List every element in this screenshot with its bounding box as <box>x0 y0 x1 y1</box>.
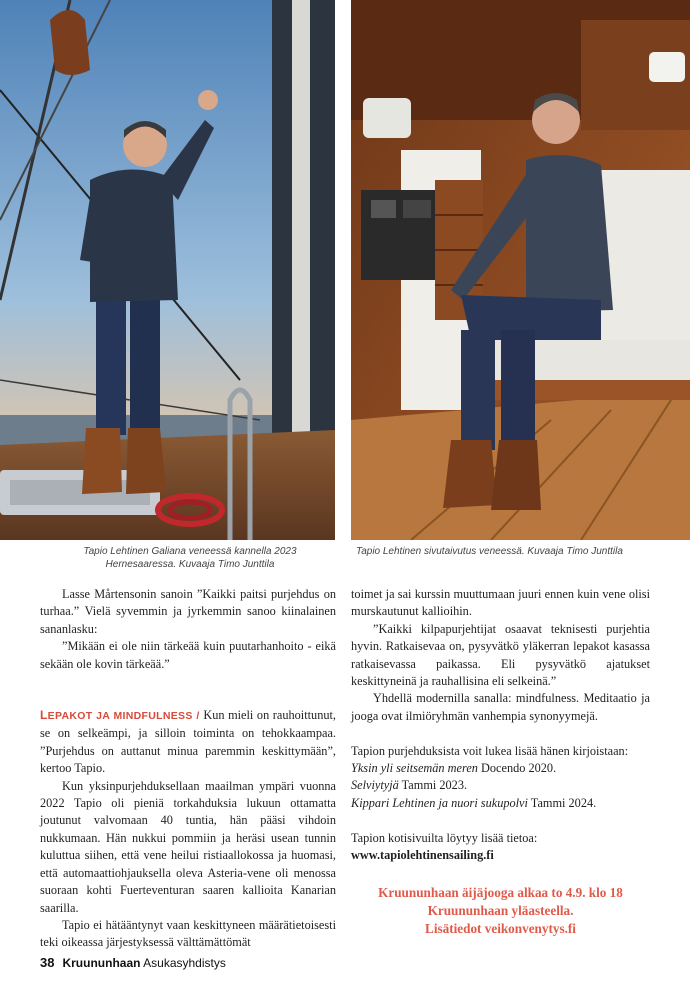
photo-man-on-deck <box>0 0 335 540</box>
caption-left-line1: Tapio Lehtinen Galiana veneessä kannella 2023 <box>83 546 297 557</box>
photo-caption-left <box>40 545 340 571</box>
publication-org: Asukasyhdistys <box>140 956 226 970</box>
section-heading: LEPAKOT JA MINDFULNESS / <box>40 708 204 723</box>
promo-line: Lisätiedot veikonvenytys.fi <box>425 920 576 936</box>
paragraph: ”Kaikki kilpapurjehtijat osaavat teknisesti purjehtia hyvin. Ratkaisevaa on, pysyvätkö yläkerran lepakot kasassa ratkaisevassa paikassa. Eli pysyvätkö ajatukset keskittyneinä ja rauhallisina eli selkeinä.” <box>351 621 650 689</box>
promo-line: Kruununhaan äijäjooga alkaa to 4.9. klo 18 <box>378 885 623 901</box>
site-link[interactable]: www.tapiolehtinensailing.fi <box>351 848 494 863</box>
caption-left-line2: Hernesaaressa. Kuvaaja Timo Junttila <box>105 559 275 570</box>
book-item: Selviytyjä Tammi 2023. <box>351 778 468 793</box>
book-item: Kippari Lehtinen ja nuori sukupolvi Tammi 2024. <box>351 795 597 810</box>
photo-caption-right: Tapio Lehtinen sivutaivutus veneessä. Kuvaaja Timo Junttila <box>356 546 623 557</box>
article-column-right <box>351 586 650 937</box>
paragraph: Tapio ei hätääntynyt vaan keskittyneen määrätietoisesti teki oikeassa järjestyksessä välttämättömät <box>40 917 336 950</box>
publication-name: Kruununhaan <box>62 956 141 970</box>
promo-block <box>351 884 650 937</box>
paragraph-text: Kun mieli on rauhoittunut, se on selkeämpi, ja silloin toiminta on tehokkaampaa. ”Purjehdus on auttanut minua paremmin keskittymään”, kertoo Tapio. <box>40 708 336 776</box>
paragraph: Yhdellä modernilla sanalla: mindfulness. Meditaatio ja jooga ovat ilmiöryhmän vanhempia synonyymejä. <box>351 691 650 723</box>
photo-man-in-cabin <box>351 0 690 540</box>
books-intro: Tapion purjehduksista voit lukea lisää hänen kirjoistaan: <box>351 743 629 758</box>
paragraph: toimet ja sai kurssin muuttumaan juuri ennen kuin vene olisi murskautunut kallioihin. <box>351 587 650 619</box>
paragraph: Kun yksinpurjehduksellaan maailman ympäri vuonna 2022 Tapio oli pieniä torkahduksia lukuun ottamatta joutunut valvomaan 40 tuntia, hän pääsi vihdoin nukkumaan. Hän nukkui pommiin ja heräsi usean tunnin kuluttua siihen, että vene heilui ristiaallokossa ja huomasi, että automaattiohjauksella oleva Asteria-vene oli menossa suoraan kohti Fuerteventuran saaren kallioita Kanarian saarilla. <box>40 778 336 915</box>
page-number: 38 <box>40 955 55 970</box>
page-footer <box>40 955 226 970</box>
book-item: Yksin yli seitsemän meren Docendo 2020. <box>351 761 557 776</box>
paragraph: Lasse Mårtensonin sanoin ”Kaikki paitsi purjehdus on turhaa.” Vielä syvemmin ja jyrkemmin sanoo kiinalainen sananlasku: <box>40 587 336 636</box>
site-intro: Tapion kotisivuilta löytyy lisää tietoa: <box>351 830 538 845</box>
section-paragraph <box>40 707 336 778</box>
promo-line: Kruununhaan yläasteella. <box>427 903 574 919</box>
article-column-left <box>40 586 336 952</box>
quote: ”Mikään ei ole niin tärkeää kuin puutarhanhoito - eikä sekään ole kovin tärkeää.” <box>40 639 336 671</box>
